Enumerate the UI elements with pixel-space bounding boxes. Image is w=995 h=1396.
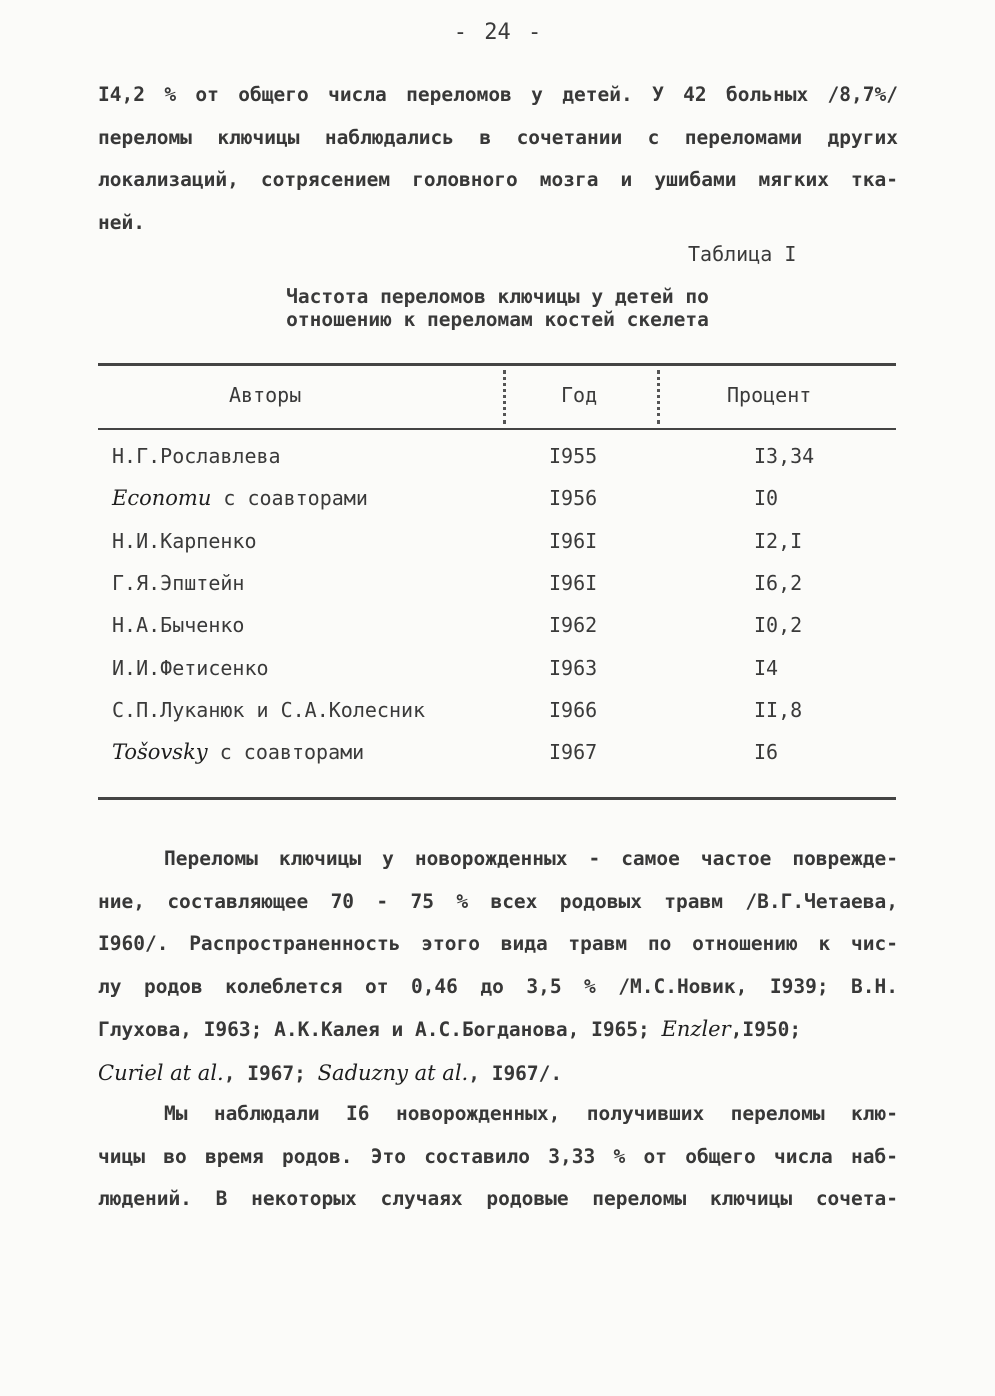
cell-percent: I4 bbox=[754, 655, 779, 680]
cell-year: I966 bbox=[549, 697, 598, 722]
cell-author bbox=[112, 529, 257, 553]
cell-author bbox=[112, 486, 368, 510]
cell-percent: I2,I bbox=[754, 528, 803, 553]
column-separator bbox=[503, 370, 506, 424]
author-text: Н.И.Карпенко bbox=[112, 528, 257, 553]
header-authors: Авторы bbox=[229, 383, 302, 407]
handwritten-author: Economu bbox=[112, 486, 212, 511]
table-row bbox=[0, 613, 995, 655]
cell-year: I963 bbox=[549, 655, 598, 680]
intro-line: ней. bbox=[98, 210, 145, 234]
cell-author bbox=[112, 444, 281, 468]
handwritten-author: Enzler bbox=[661, 1017, 731, 1041]
intro-line: переломы ключицы наблюдались в сочетании с переломами других bbox=[98, 125, 898, 149]
table-header-rule bbox=[98, 428, 896, 430]
cell-year: I956 bbox=[549, 486, 598, 511]
cell-year: I96I bbox=[549, 570, 598, 595]
table-caption bbox=[0, 285, 995, 331]
table-row bbox=[0, 529, 995, 571]
line-text: ,I950; bbox=[730, 1018, 802, 1041]
cell-percent: I3,34 bbox=[754, 444, 815, 468]
page-number: - 24 - bbox=[453, 20, 542, 45]
table-top-rule bbox=[98, 363, 896, 366]
author-text: Н.Г.Рославлева bbox=[112, 444, 281, 468]
cell-author bbox=[112, 571, 244, 595]
paragraph-line: Мы наблюдали I6 новорожденных, получивших переломы клю- bbox=[164, 1102, 898, 1125]
table-caption-line: отношению к переломам костей скелета bbox=[286, 308, 709, 331]
paragraph-line bbox=[98, 1008, 898, 1052]
column-separator bbox=[657, 370, 660, 424]
cell-year: I962 bbox=[549, 613, 598, 638]
paragraph-line: Переломы ключицы у новорожденных - самое частое поврежде- bbox=[164, 847, 898, 870]
table-row bbox=[0, 444, 995, 486]
table-bottom-rule bbox=[98, 797, 896, 800]
author-text: С.П.Луканюк и С.А.Колесник bbox=[112, 697, 426, 722]
paragraph-line bbox=[98, 1052, 898, 1096]
author-text: Н.А.Быченко bbox=[112, 613, 245, 638]
handwritten-author: Tošovsky bbox=[112, 740, 208, 765]
intro-line: I4,2 % от общего числа переломов у детей. У 42 больных /8,7%/ bbox=[98, 83, 898, 106]
author-text: Г.Я.Эпштейн bbox=[112, 570, 245, 595]
cell-author bbox=[112, 698, 425, 722]
cell-author bbox=[112, 656, 269, 680]
cell-year: I955 bbox=[549, 444, 598, 468]
line-text: Глухова, I963; А.К.Калея и А.С.Богданова, I965; bbox=[98, 1018, 650, 1041]
paragraph-line: людений. В некоторых случаях родовые переломы ключицы сочета- bbox=[98, 1187, 898, 1210]
table-caption-line: Частота переломов ключицы у детей по bbox=[286, 285, 709, 308]
paragraph-line: ние, составляющее 70 - 75 % всех родовых травм /В.Г.Четаева, bbox=[98, 889, 898, 913]
header-percent: Процент bbox=[727, 383, 812, 407]
table-label: Таблица I bbox=[688, 242, 797, 266]
author-text: с соавторами bbox=[219, 740, 365, 765]
author-text: с соавторами bbox=[223, 486, 368, 511]
paragraph-line: лу родов колеблется от 0,46 до 3,5 % /М.С.Новик, I939; В.Н. bbox=[98, 974, 898, 998]
line-text: , I967/. bbox=[468, 1061, 563, 1085]
cell-year: I967 bbox=[549, 740, 598, 765]
handwritten-author: Curiel at al. bbox=[98, 1060, 224, 1085]
handwritten-author: Saduzny at al. bbox=[317, 1060, 469, 1085]
paragraph-newborn-fractures bbox=[98, 838, 898, 1095]
cell-author bbox=[112, 613, 244, 637]
paragraph-line: чицы во время родов. Это составило 3,33 % от общего числа наб- bbox=[98, 1144, 898, 1168]
intro-line: локализаций, сотрясением головного мозга и ушибами мягких тка- bbox=[98, 168, 898, 191]
line-text: , I967; bbox=[223, 1061, 306, 1085]
paragraph-line: I960/. Распространенность этого вида травм по отношению к чис- bbox=[98, 932, 898, 955]
table-row bbox=[0, 740, 995, 782]
cell-author bbox=[112, 740, 364, 764]
intro-paragraph bbox=[98, 74, 898, 244]
cell-percent: II,8 bbox=[754, 697, 803, 722]
table-row bbox=[0, 486, 995, 528]
table-row bbox=[0, 698, 995, 740]
cell-percent: I6 bbox=[754, 740, 779, 765]
cell-percent: I6,2 bbox=[754, 570, 803, 595]
paragraph-observations bbox=[98, 1093, 898, 1221]
table-row bbox=[0, 571, 995, 613]
cell-percent: I0 bbox=[754, 486, 779, 511]
cell-percent: I0,2 bbox=[754, 613, 803, 638]
cell-year: I96I bbox=[549, 528, 598, 553]
table-row bbox=[0, 656, 995, 698]
header-year: Год bbox=[561, 383, 598, 407]
author-text: И.И.Фетисенко bbox=[112, 655, 269, 680]
